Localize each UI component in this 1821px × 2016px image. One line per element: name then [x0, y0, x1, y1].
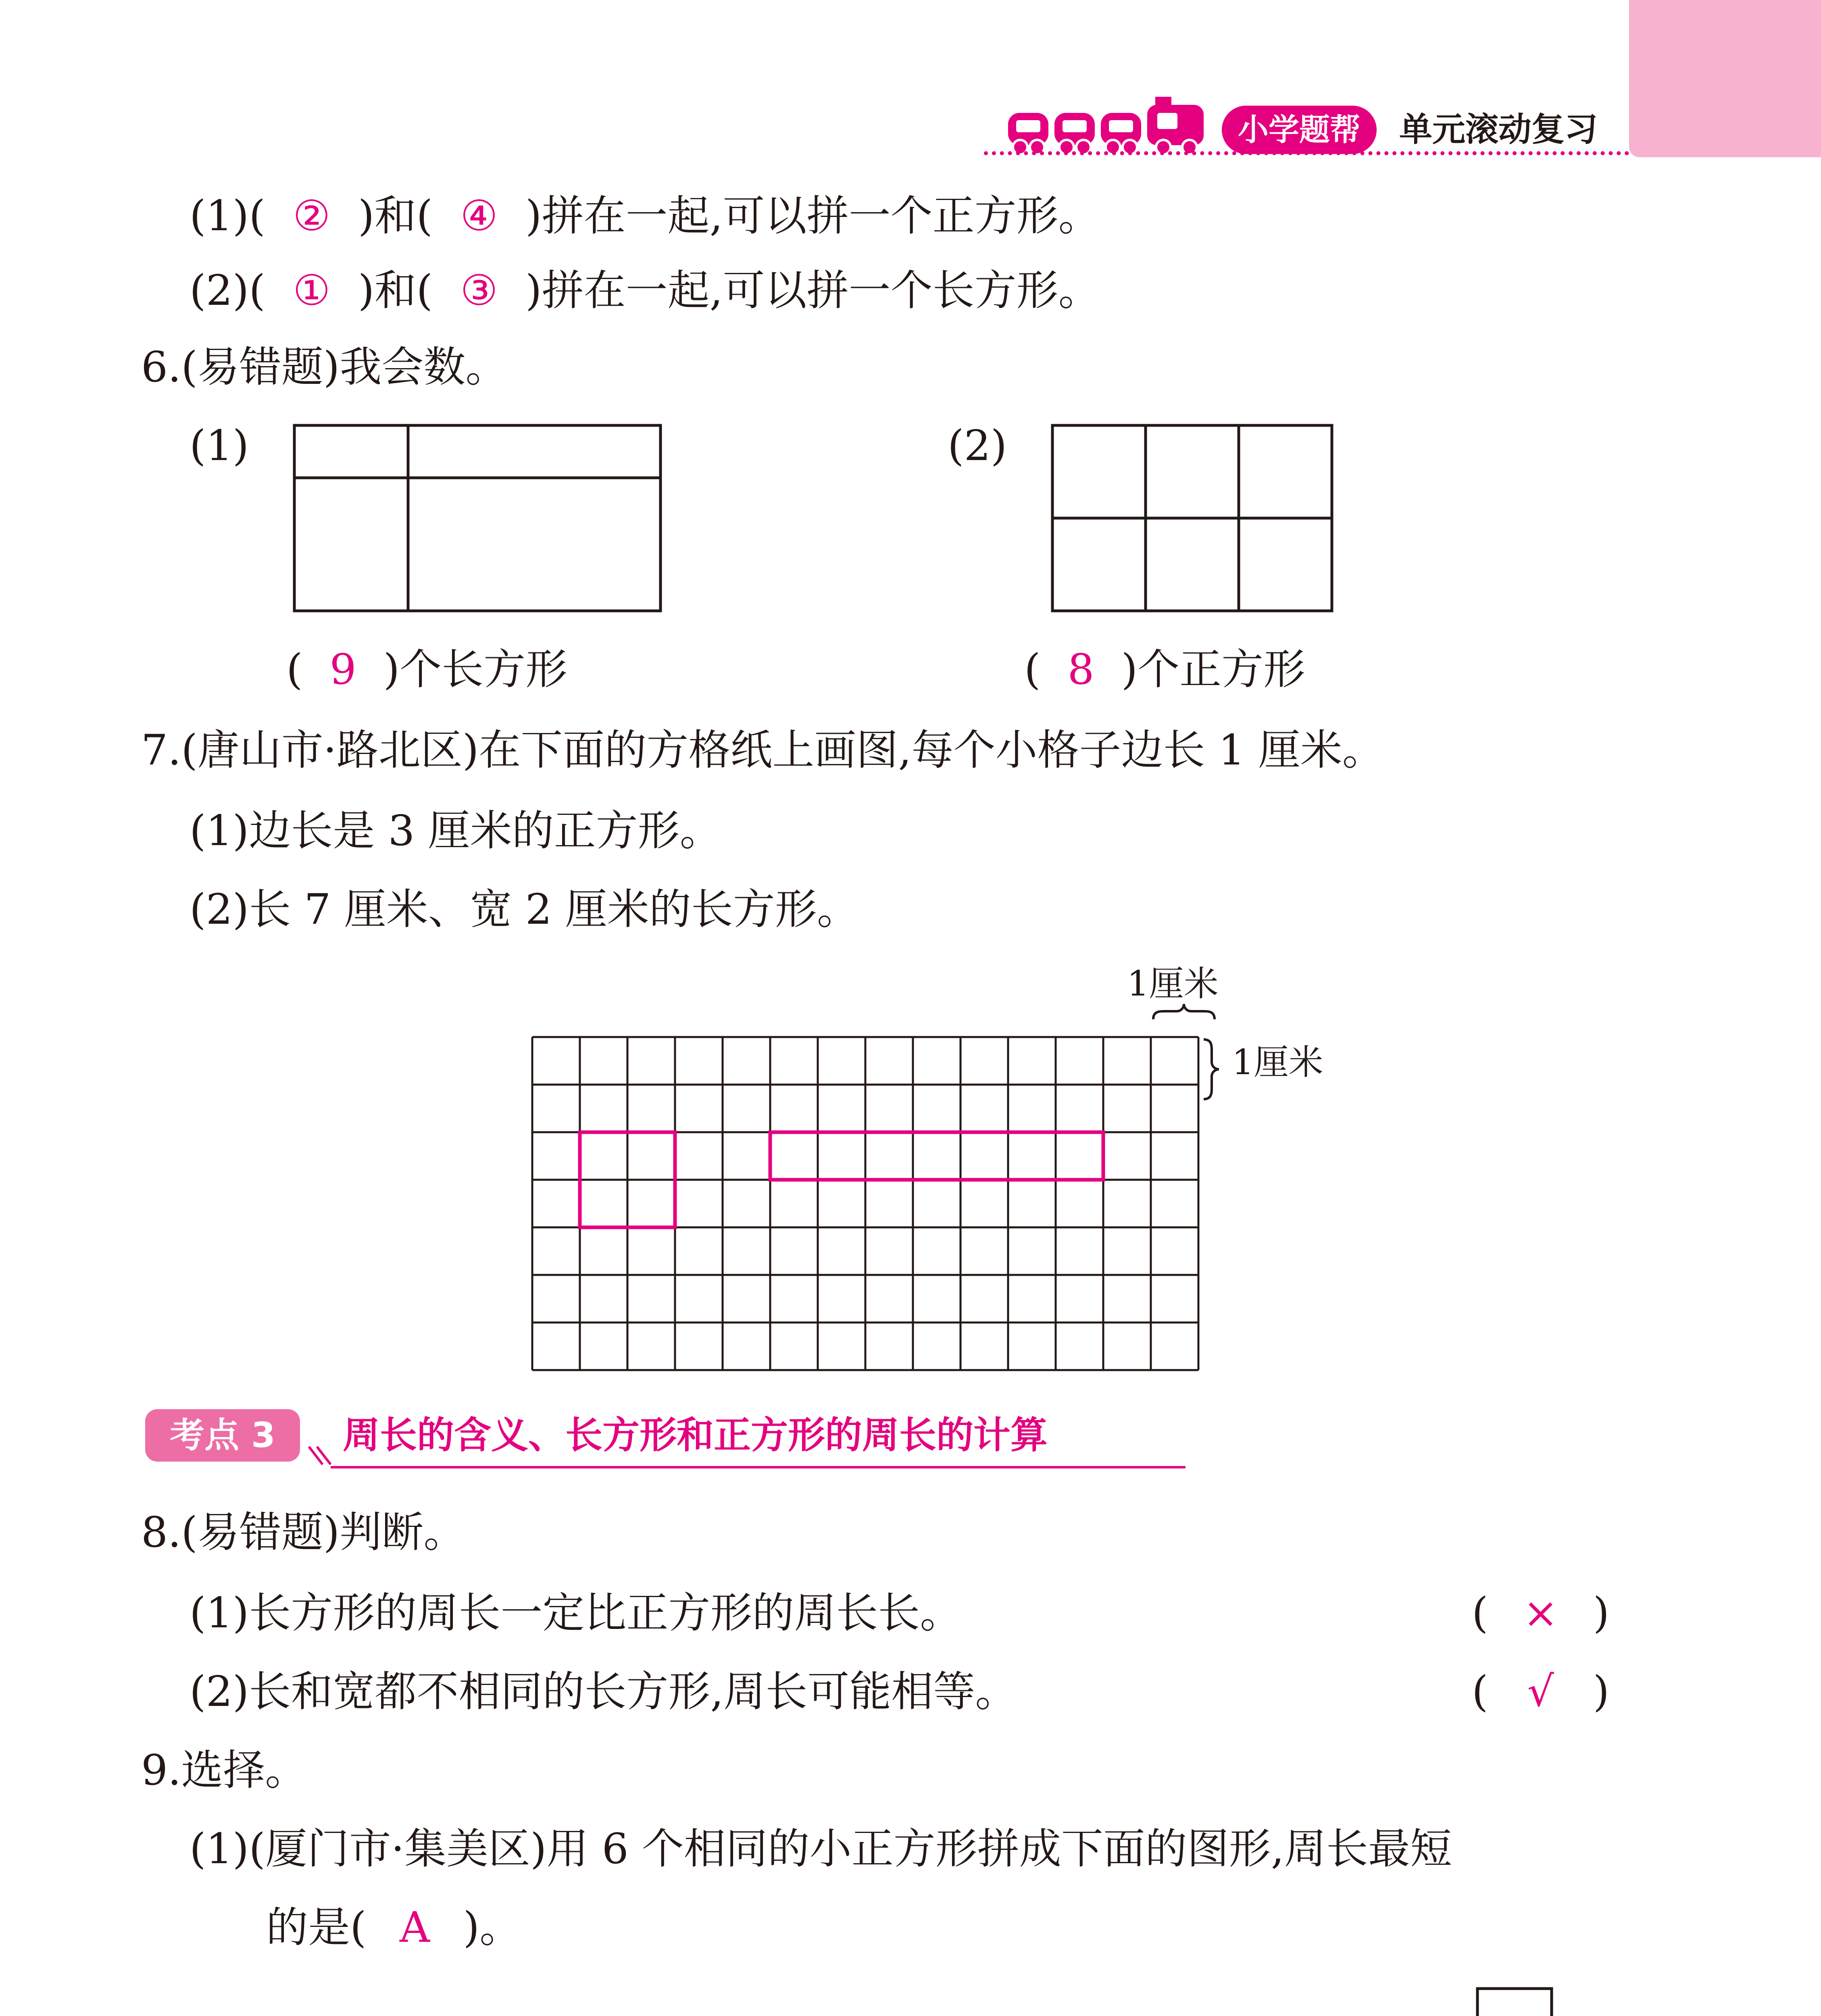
q6-figure-1 — [290, 421, 665, 615]
brand-badge: 小学题帮 — [1222, 106, 1377, 154]
header-title: 单元滚动复习 — [1399, 110, 1598, 149]
q9-sub1-line2: 的是( A )。 — [266, 1901, 521, 1954]
answer-blank: × — [1523, 1588, 1558, 1637]
kaodian-title: 周长的含义、长方形和正方形的周长的计算 — [343, 1414, 1048, 1457]
train-icon — [1004, 97, 1214, 157]
q6-figure-2 — [1048, 421, 1337, 615]
kaodian-badge: 考点 3 — [145, 1409, 300, 1462]
answer-blank: ③ — [460, 266, 498, 315]
header-corner-tab — [1629, 0, 1821, 157]
answer-blank: ① — [293, 266, 331, 315]
q9-title: 9.选择。 — [141, 1745, 307, 1795]
unit-label-side: 1厘米 — [1232, 1042, 1323, 1083]
q8-title: 8.(易错题)判断。 — [141, 1508, 466, 1557]
answer-blank: ② — [293, 191, 331, 240]
q5-line-1: (1)( ② )和( ④ )拼在一起,可以拼一个正方形。 — [190, 190, 1100, 242]
q8-sub2: (2)长和宽都不相同的长方形,周长可能相等。 — [190, 1667, 1017, 1716]
header-divider — [984, 151, 1629, 155]
q6-sub2-answer-line: ( 8 )个正方形 — [1024, 643, 1305, 696]
q5-line-2: (2)( ① )和( ③ )拼在一起,可以拼一个长方形。 — [190, 264, 1100, 317]
slash-decoration-icon — [306, 1443, 343, 1468]
drawn-rectangle — [770, 1132, 1103, 1180]
answer-blank: A — [400, 1903, 430, 1952]
q9-sub1-line1: (1)(厦门市·集美区)用 6 个相同的小正方形拼成下面的图形,周长最短 — [190, 1824, 1452, 1873]
q6-sub1-answer-line: ( 9 )个长方形 — [286, 643, 567, 696]
q8-sub1-answer: ( × ) — [1472, 1587, 1609, 1639]
q6-sub1-label: (1) — [190, 421, 249, 470]
kaodian-underline — [331, 1466, 1186, 1468]
answer-blank: 8 — [1067, 645, 1094, 694]
q7-title: 7.(唐山市·路北区)在下面的方格纸上画图,每个小格子边长 1 厘米。 — [141, 725, 1384, 775]
answer-blank: √ — [1527, 1667, 1554, 1716]
grid-paper — [524, 1004, 1242, 1375]
q7-sub1: (1)边长是 3 厘米的正方形。 — [190, 806, 722, 855]
q8-sub1: (1)长方形的周长一定比正方形的周长长。 — [190, 1588, 962, 1637]
q8-sub2-answer: ( √ ) — [1472, 1665, 1609, 1718]
answer-blank: ④ — [460, 191, 498, 240]
q6-sub2-label: (2) — [948, 421, 1007, 470]
answer-blank: 9 — [329, 645, 356, 694]
q7-sub2: (2)长 7 厘米、宽 2 厘米的长方形。 — [190, 885, 859, 934]
option-c-figure — [1323, 1985, 1625, 2016]
unit-label-top: 1厘米 — [1127, 964, 1219, 1004]
q6-title: 6.(易错题)我会数。 — [141, 342, 508, 392]
